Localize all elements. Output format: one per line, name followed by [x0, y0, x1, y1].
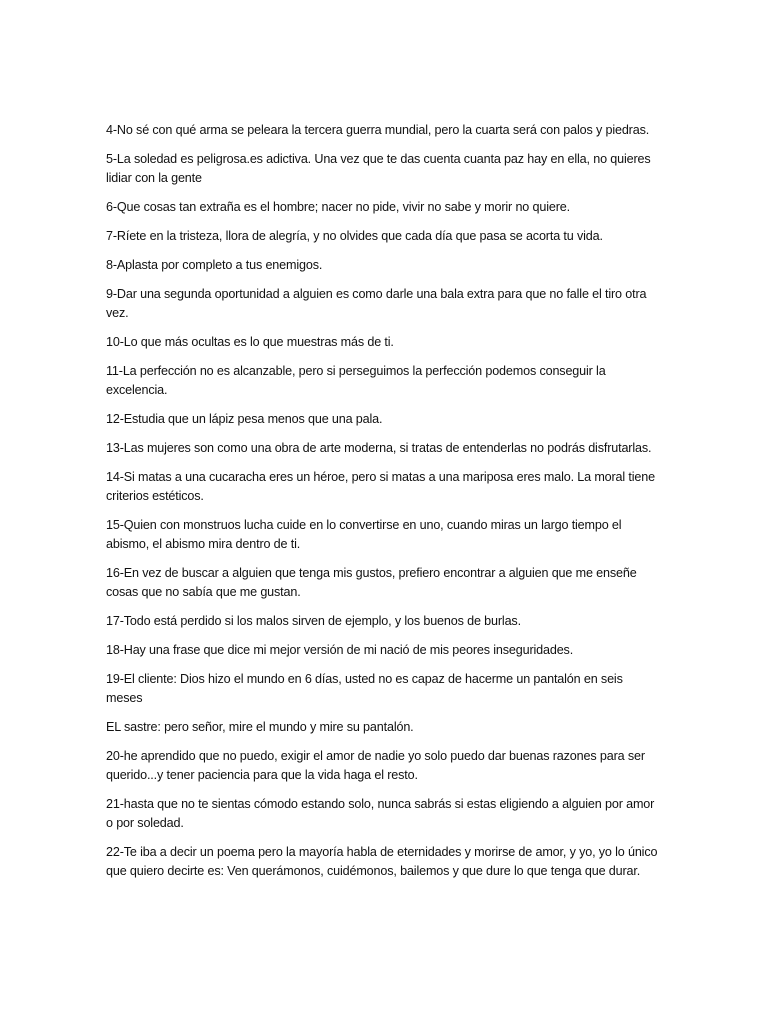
quote-paragraph: 7-Ríete en la tristeza, llora de alegría, y no olvides que cada día que pasa se acorta tu vida. — [106, 229, 603, 243]
quote-paragraph: 13-Las mujeres son como una obra de arte moderna, si tratas de entenderlas no podrás disfrutarlas. — [106, 441, 652, 455]
quote-paragraph: 9-Dar una segunda oportunidad a alguien es como darle una bala extra para que no falle el tiro otra vez. — [106, 287, 647, 320]
quote-paragraph: 22-Te iba a decir un poema pero la mayoría habla de eternidades y morirse de amor, y yo, yo lo único que quiero decirte es: Ven querámonos, cuidémonos, bailemos y que dure lo que tenga que durar. — [106, 845, 658, 878]
quote-paragraph: EL sastre: pero señor, mire el mundo y mire su pantalón. — [106, 720, 414, 734]
quote-paragraph: 4-No sé con qué arma se peleara la tercera guerra mundial, pero la cuarta será con palos y piedras. — [106, 123, 650, 137]
document-body — [106, 121, 662, 891]
quote-paragraph: 16-En vez de buscar a alguien que tenga mis gustos, prefiero encontrar a alguien que me enseñe cosas que no sabía que me gustan. — [106, 566, 637, 599]
quote-paragraph: 17-Todo está perdido si los malos sirven de ejemplo, y los buenos de burlas. — [106, 614, 521, 628]
quote-paragraph: 19-El cliente: Dios hizo el mundo en 6 días, usted no es capaz de hacerme un pantalón en seis meses — [106, 672, 623, 705]
quote-paragraph: 6-Que cosas tan extraña es el hombre; nacer no pide, vivir no sabe y morir no quiere. — [106, 200, 570, 214]
quote-paragraph: 14-Si matas a una cucaracha eres un héroe, pero si matas a una mariposa eres malo. La moral tiene criterios estéticos. — [106, 470, 655, 503]
quote-paragraph: 12-Estudia que un lápiz pesa menos que una pala. — [106, 412, 383, 426]
quote-paragraph: 8-Aplasta por completo a tus enemigos. — [106, 258, 323, 272]
quote-paragraph: 15-Quien con monstruos lucha cuide en lo convertirse en uno, cuando miras un largo tiempo el abismo, el abismo mira dentro de ti. — [106, 518, 622, 551]
quote-paragraph: 5-La soledad es peligrosa.es adictiva. Una vez que te das cuenta cuanta paz hay en ella, no quieres lidiar con la gente — [106, 152, 651, 185]
quote-paragraph: 10-Lo que más ocultas es lo que muestras más de ti. — [106, 335, 394, 349]
quote-paragraph: 20-he aprendido que no puedo, exigir el amor de nadie yo solo puedo dar buenas razones para ser querido...y tener paciencia para que la vida haga el resto. — [106, 749, 645, 782]
quote-paragraph: 18-Hay una frase que dice mi mejor versión de mi nació de mis peores inseguridades. — [106, 643, 574, 657]
quote-paragraph: 21-hasta que no te sientas cómodo estando solo, nunca sabrás si estas eligiendo a alguien por amor o por soledad. — [106, 797, 655, 830]
quote-paragraph: 11-La perfección no es alcanzable, pero si perseguimos la perfección podemos conseguir la excelencia. — [106, 364, 606, 397]
